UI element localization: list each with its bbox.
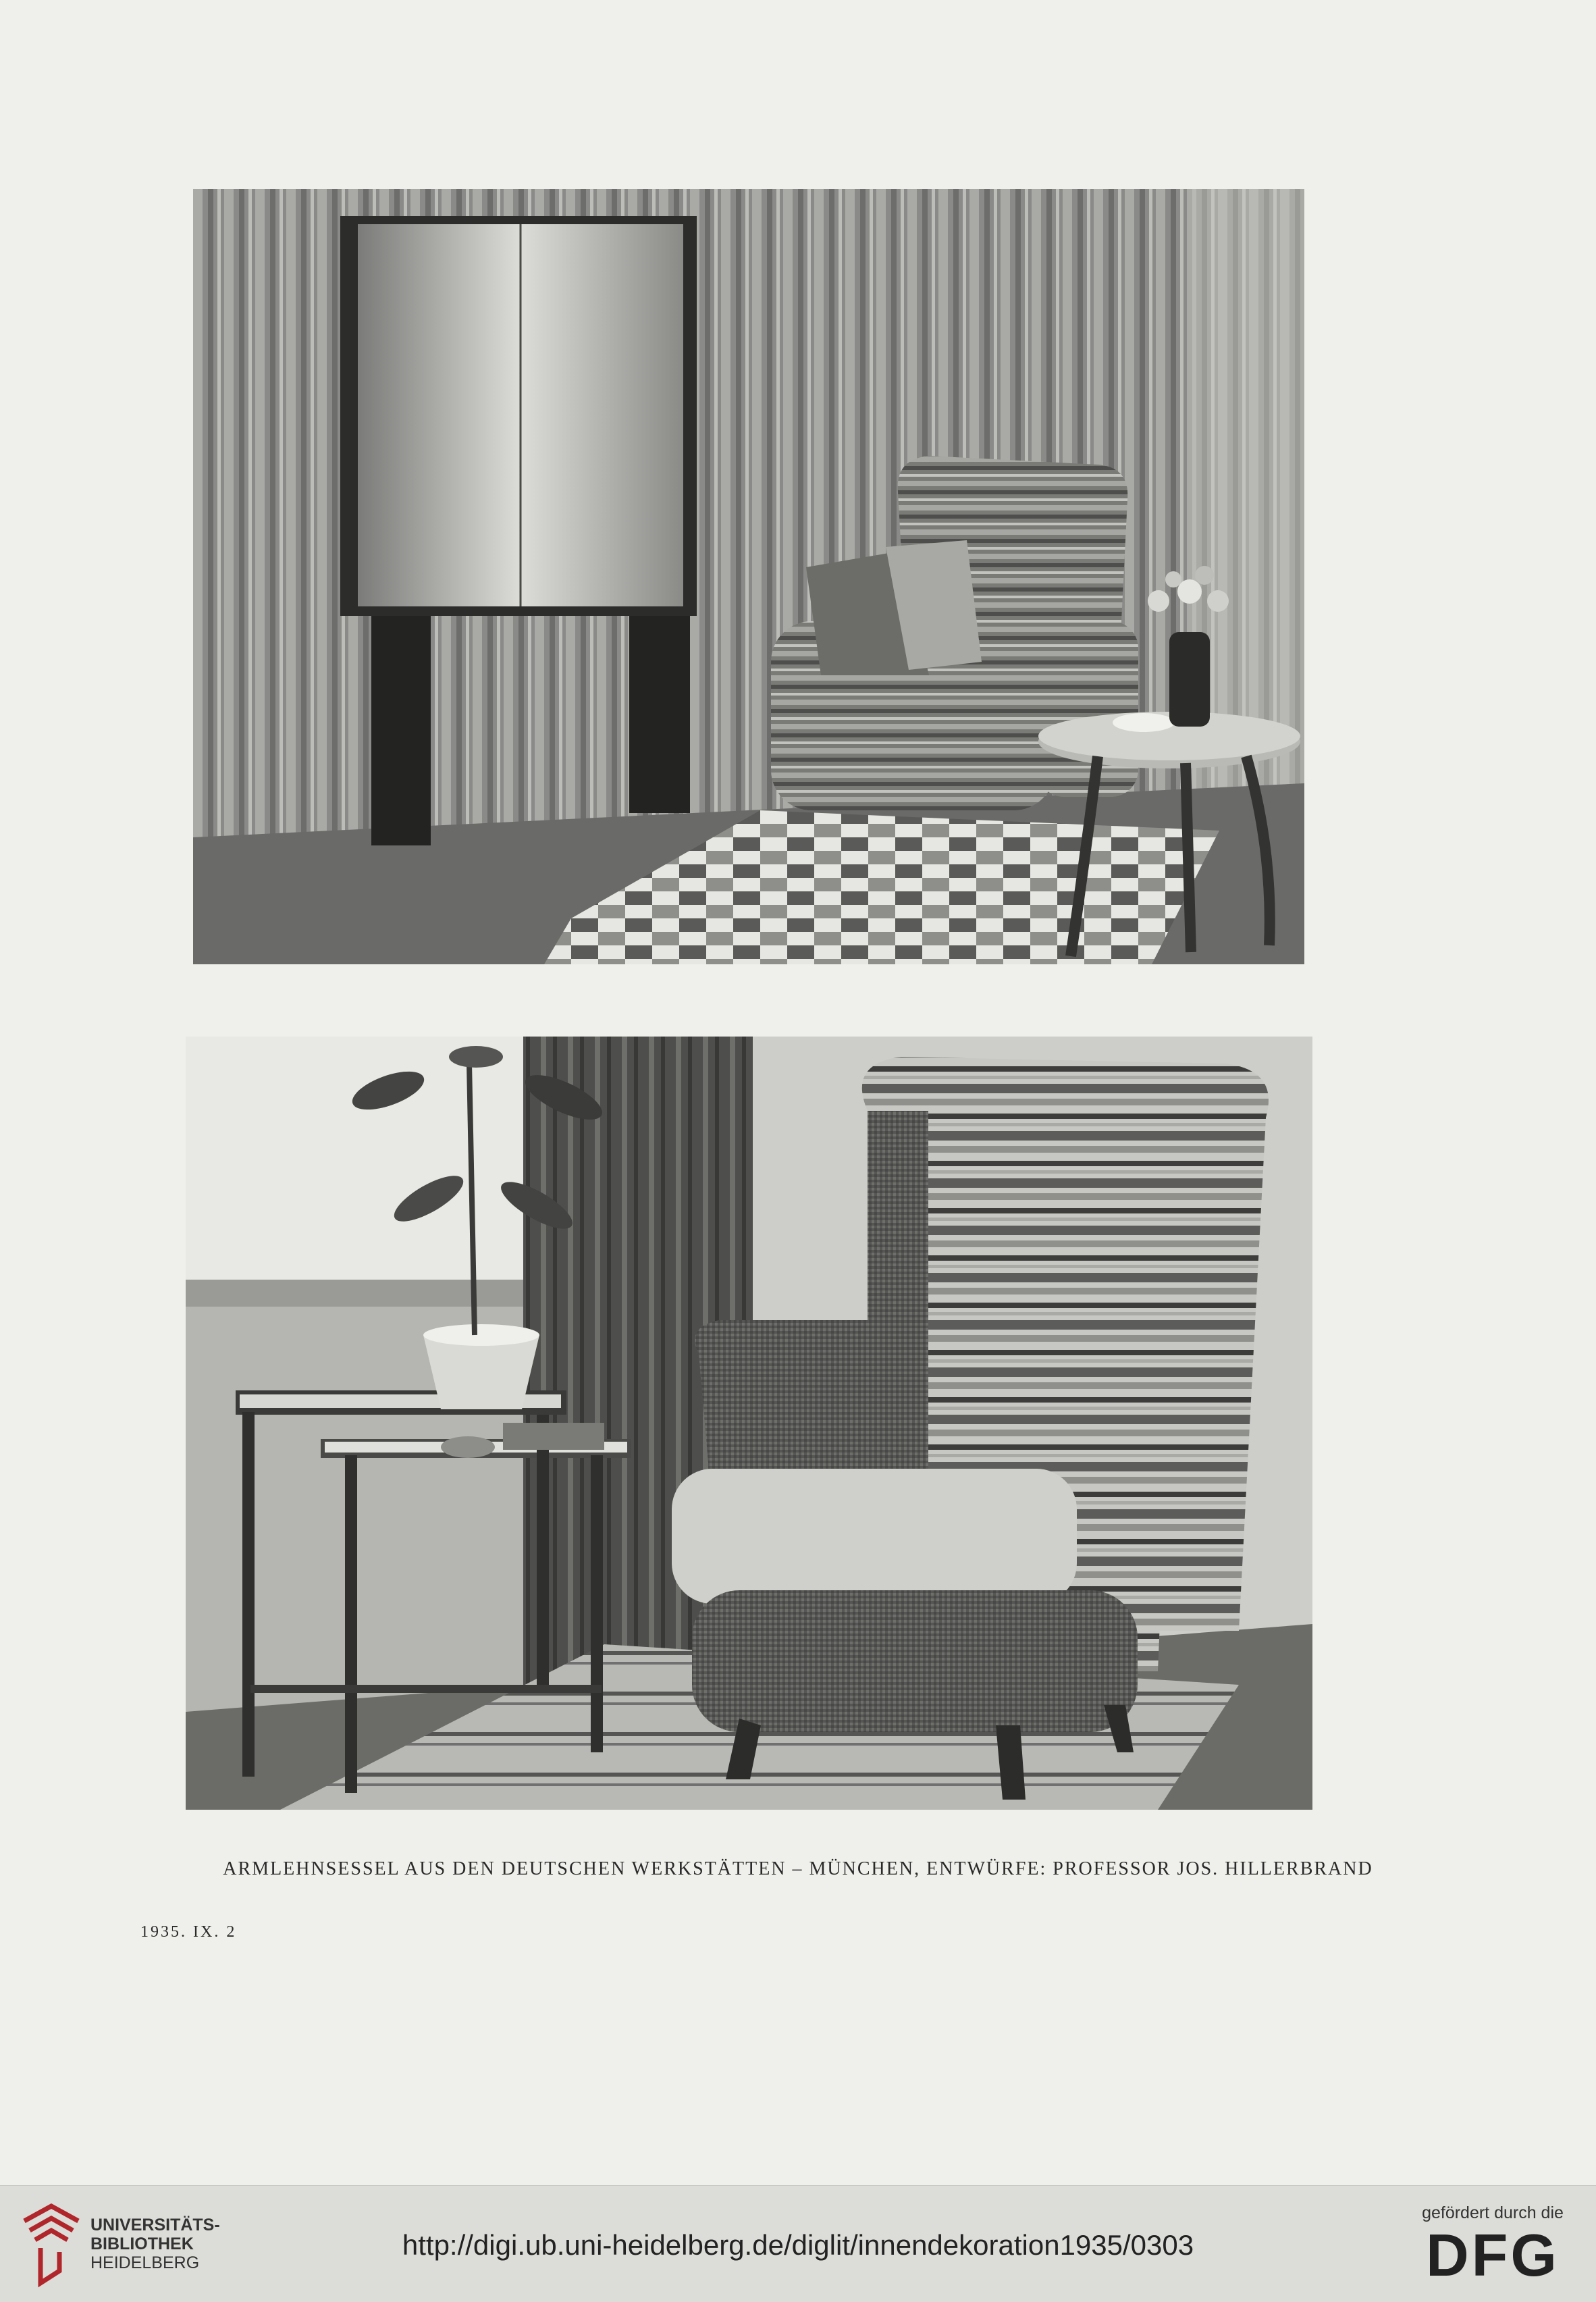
digitization-footer: [0, 2185, 1596, 2302]
photo-wing-chair-illustration: [186, 1037, 1312, 1810]
library-name-line2: BIBLIOTHEK: [90, 2234, 194, 2253]
photo-cabinet-armchair: [193, 189, 1304, 964]
funder-block: [1408, 2203, 1577, 2288]
library-name-line1: UNIVERSITÄTS-: [90, 2216, 220, 2234]
photo-wing-chair: [186, 1037, 1312, 1810]
plate-caption: ARMLEHNSESSEL AUS DEN DEUTSCHEN WERKSTÄTTEN – MÜNCHEN, ENTWÜRFE: PROFESSOR JOS. HILLERBRAND: [223, 1858, 1373, 1879]
photo-cabinet-armchair-illustration: [193, 189, 1304, 964]
issue-mark: 1935. IX. 2: [140, 1923, 237, 1941]
funder-label: gefördert durch die: [1422, 2203, 1564, 2222]
permalink-url[interactable]: http://digi.ub.uni-heidelberg.de/diglit/innendekoration1935/0303: [402, 2229, 1194, 2261]
dfg-logo: DFG: [1426, 2222, 1560, 2288]
library-name-line3: HEIDELBERG: [90, 2253, 200, 2272]
